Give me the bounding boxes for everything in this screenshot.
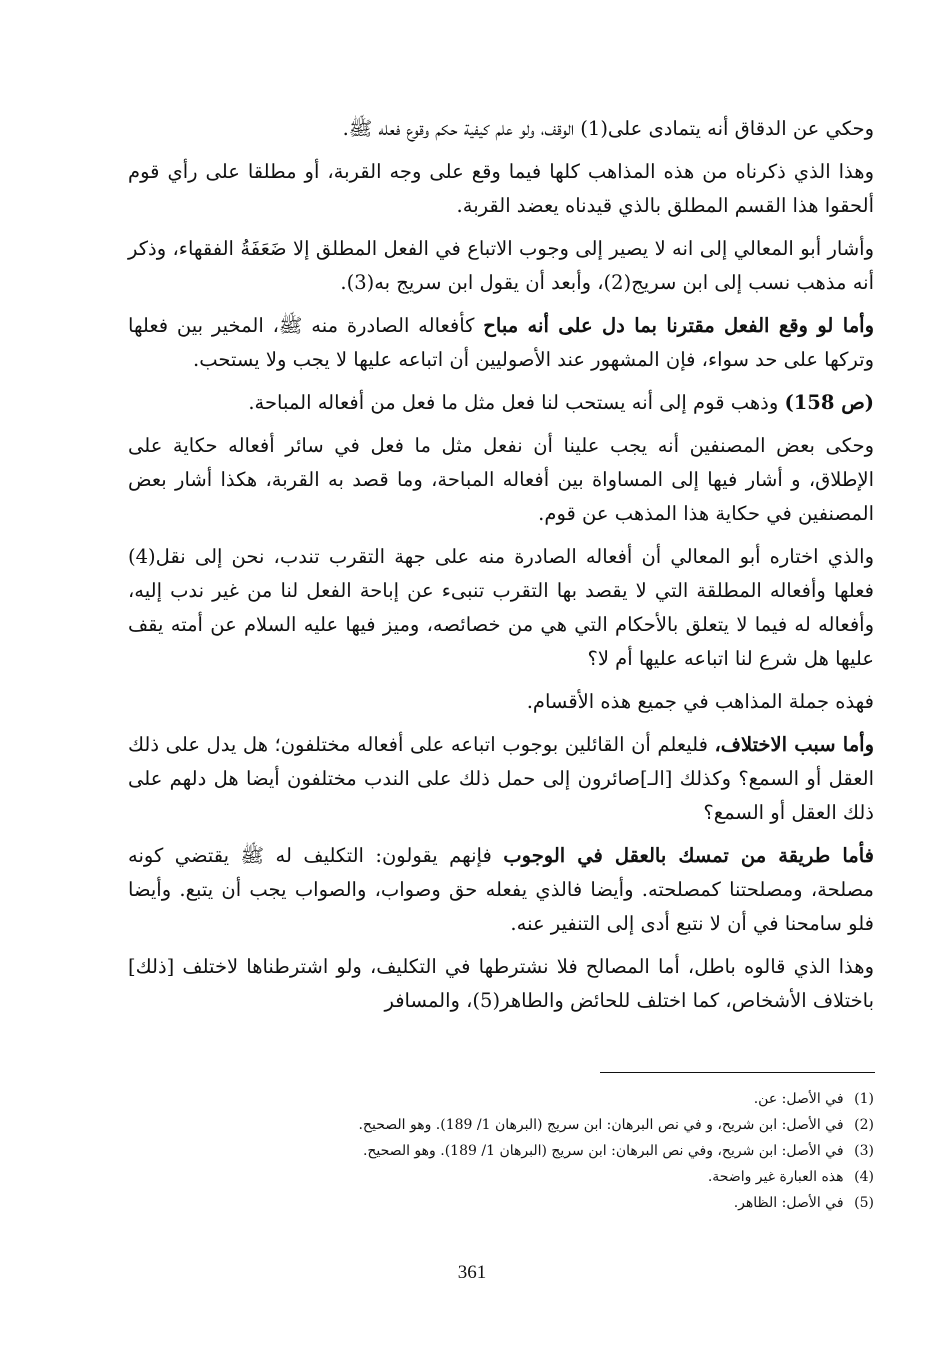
paragraph-7	[128, 540, 874, 676]
footnote	[128, 1112, 874, 1138]
paragraph-text: فإنهم يقولون: التكليف له ﷺ يقتضي كونه مصلحة، ومصلحتنا كمصلحته. وأيضا فالذي يفعله حق وصواب، والصواب يجب أن يتبع. وأيضا فلو سامحنا في أن لا نتبع أدى إلى التنفير عنه.	[128, 844, 874, 935]
paragraph-text: كأفعاله الصادرة منه ﷺ، المخير بين فعلها وتركها على حد سواء، فإن المشهور عند الأصوليين أن اتباعه عليها لا يجب ولا يستحب.	[128, 314, 874, 371]
paragraph-text: وهذا الذي ذكرناه من هذه المذاهب كلها فيما وقع على وجه القربة، أو مطلقا على رأي قوم ألحقوا هذا القسم المطلق بالذي قيدناه يعضد القربة.	[128, 160, 874, 217]
footnote-text: في الأصل: ابن شريح، و في نص البرهان: ابن سريج (البرهان 1/ 189). وهو الصحيح.	[358, 1117, 844, 1133]
paragraph-4	[128, 309, 874, 377]
footnote-text: في الأصل: عن.	[753, 1091, 844, 1107]
paragraph-1	[128, 112, 874, 146]
paragraph-3	[128, 232, 874, 300]
paragraph-lead: وأما سبب الاختلاف،	[714, 733, 874, 756]
page-number: 361	[457, 1262, 487, 1283]
footnote	[128, 1086, 874, 1112]
paragraph-lead: وأما لو وقع الفعل مقترنا بما دل على أنه مباح	[483, 314, 875, 337]
footnote	[128, 1164, 874, 1190]
paragraph-lead: فأما طريقة من تمسك بالعقل في الوجوب	[503, 844, 874, 867]
footnote-number: (4)	[854, 1169, 874, 1185]
paragraph-text: فهذه جملة المذاهب في جميع هذه الأقسام.	[526, 690, 874, 713]
paragraph-8	[128, 685, 874, 719]
paragraph-9	[128, 728, 874, 830]
paragraph-text: والذي اختاره أبو المعالي أن أفعاله الصادرة منه على جهة التقرب تندب، نحن إلى نقل(4) فعلها وأفعاله المطلقة التي لا يقصد بها التقرب تنبىء عن إباحة الفعل لنا من غير ندب إليه، وأفعاله له فيما لا يتعلق بالأحكام التي هي من خصائصه، وميز فيها عليه السلام عن أمته يقف عليها هل شرع لنا اتباعه عليها أم لا؟	[128, 545, 874, 670]
footnotes	[128, 1086, 874, 1216]
paragraph-text: وهذا الذي قالوه باطل، أما المصالح فلا نشترطها في التكليف، ولو اشترطناها لاختلف [ذلك] باختلاف الأشخاص، كما اختلف للحائض والطاهر(5)، والمسافر	[128, 955, 874, 1012]
footnote-divider	[600, 1072, 875, 1073]
footnote-number: (1)	[854, 1091, 874, 1107]
page-reference: (ص 158)	[784, 391, 874, 414]
paragraph-text: فليعلم أن القائلين بوجوب اتباعه على أفعاله مختلفون؛ هل يدل على ذلك العقل أو السمع؟ وكذلك [الـ]صائرون إلى حمل ذلك على الندب مختلفون أيضا هل دلهم على ذلك العقل أو السمع؟	[128, 733, 874, 824]
footnote-text: في الأصل: ابن شريح، وفي نص البرهان: ابن سريج (البرهان 1/ 189). وهو الصحيح.	[362, 1143, 844, 1159]
paragraph-text: وحكى بعض المصنفين أنه يجب علينا أن نفعل مثل ما فعل في سائر أفعاله حكاية على الإطلاق، و أشار فيها إلى المساواة بين أفعاله المباحة، وما قصد به القربة، هكذا أشار بعض المصنفين في حكاية هذا المذهب عن قوم.	[128, 434, 874, 525]
footnote-number: (3)	[854, 1143, 874, 1159]
footnote-number: (5)	[854, 1195, 874, 1211]
footnote-number: (2)	[854, 1117, 874, 1133]
footnote	[128, 1190, 874, 1216]
footnote-text: هذه العبارة غير واضحة.	[707, 1169, 844, 1185]
paragraph-text: وذهب قوم إلى أنه يستحب لنا فعل مثل ما فعل من أفعاله المباحة.	[248, 391, 785, 414]
paragraph-11	[128, 950, 874, 1018]
paragraph-10	[128, 839, 874, 941]
paragraph-text: وحكي عن الدقاق أنه يتمادى على(1) الوقف، ولو علم كيفية حكم وقوع فعله ﷺ.	[342, 117, 874, 140]
footnote	[128, 1138, 874, 1164]
main-text	[128, 112, 874, 1027]
paragraph-5	[128, 386, 874, 420]
paragraph-2	[128, 155, 874, 223]
paragraph-6	[128, 429, 874, 531]
footnote-text: في الأصل: الظاهر.	[733, 1195, 844, 1211]
paragraph-text: وأشار أبو المعالي إلى انه لا يصير إلى وجوب الاتباع في الفعل المطلق إلا ضَعَفَةُ الفقهاء، وذكر أنه مذهب نسب إلى ابن سريج(2)، وأبعد أن يقول ابن سريج به(3).	[128, 237, 874, 294]
